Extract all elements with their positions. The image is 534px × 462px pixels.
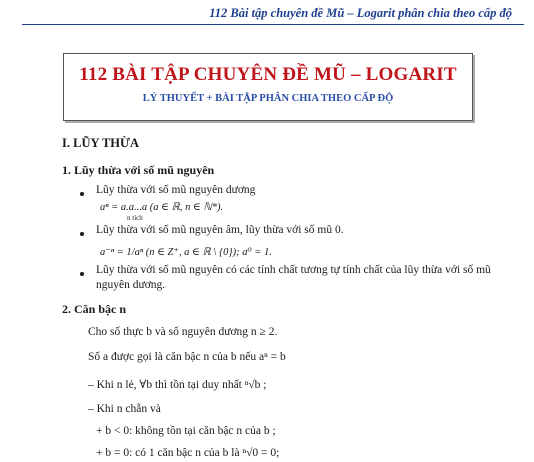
document-title: 112 BÀI TẬP CHUYÊN ĐỀ MŨ – LOGARIT: [79, 64, 457, 85]
title-box: [63, 53, 473, 121]
bullet-text: nguyên dương.: [96, 279, 166, 291]
formula: a⁻ⁿ = 1/aⁿ (n ∈ Z⁺, a ∈ ℝ \ {0}); a⁰ = 1.: [100, 247, 272, 258]
bullet-dot: [80, 232, 84, 236]
header-rule: [22, 24, 524, 25]
bullet-dot: [80, 192, 84, 196]
text-line: – Khi n lẻ, ∀b thì tồn tại duy nhất ⁿ√b ;: [88, 379, 267, 391]
text-line: + b < 0: không tồn tại căn bậc n của b ;: [96, 425, 276, 437]
formula: aⁿ = a.a...a (a ∈ ℝ, n ∈ ℕ*).: [100, 202, 224, 213]
bullet-text: Lũy thừa với số mũ nguyên dương: [96, 184, 256, 196]
text-line: + b = 0: có 1 căn bậc n của b là ⁿ√0 = 0;: [96, 447, 280, 459]
text-line: Cho số thực b và số nguyên dương n ≥ 2.: [88, 326, 278, 338]
running-header: 112 Bài tập chuyên đề Mũ – Logarit phân chia theo cấp độ: [209, 6, 512, 20]
bullet-text: Lũy thừa với số mũ nguyên có các tính chất tương tự tính chất của lũy thừa với số mũ: [96, 264, 491, 276]
subsection-title-1: 1. Lũy thừa với số mũ nguyên: [62, 163, 215, 177]
subsection-title-2: 2. Căn bậc n: [62, 302, 127, 316]
formula-underbrace-label: n tích: [127, 214, 143, 222]
section-title: I. LŨY THỪA: [62, 136, 139, 150]
bullet-text: Lũy thừa với số mũ nguyên âm, lũy thừa với số mũ 0.: [96, 224, 344, 236]
bullet-dot: [80, 272, 84, 276]
text-line: Số a được gọi là căn bậc n của b nếu aⁿ = b: [88, 351, 286, 363]
text-line: – Khi n chẵn và: [88, 403, 161, 415]
document-subtitle: LÝ THUYẾT + BÀI TẬP PHÂN CHIA THEO CẤP ĐỘ: [142, 93, 394, 104]
